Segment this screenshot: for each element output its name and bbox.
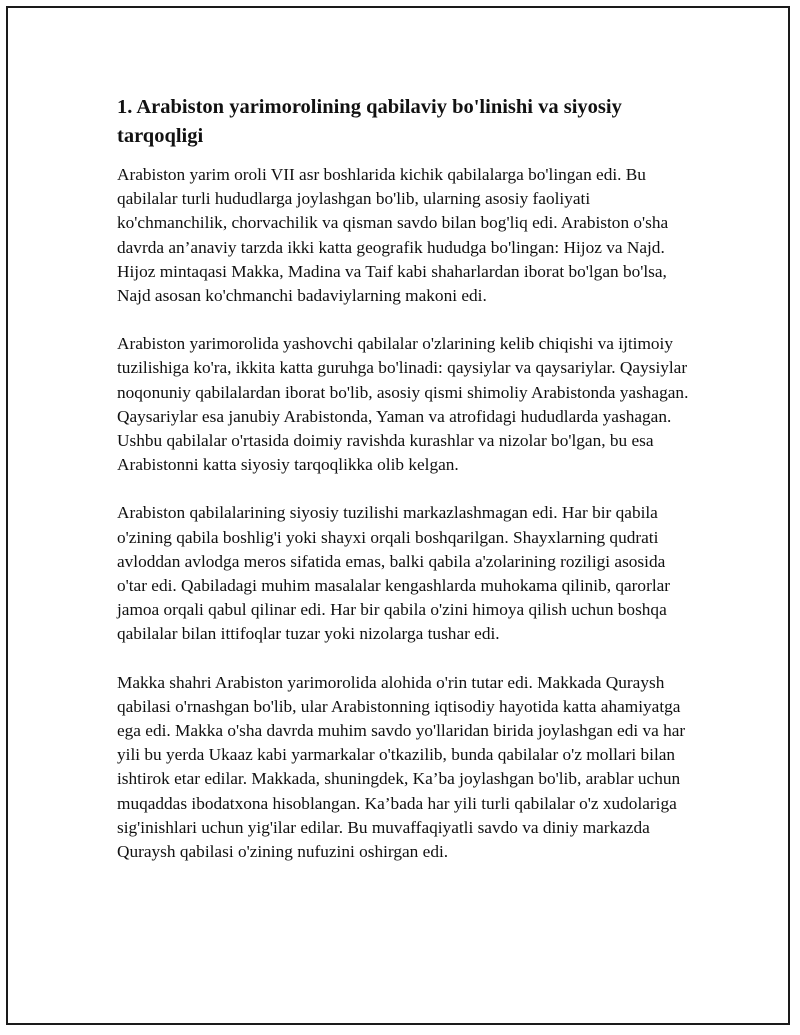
section-heading: 1. Arabiston yarimorolining qabilaviy bo'linishi va siyosiy tarqoqligi bbox=[117, 96, 622, 147]
paragraph-2: Arabiston yarimorolida yashovchi qabilalar o'zlarining kelib chiqishi va ijtimoiy tuzilishiga ko'ra, ikkita katta guruhga bo'linadi: qaysiylar va qaysariylar. Qaysiylar noqonuniy qabilalardan iborat bo'lib, asosiy qismi shimoliy Arabistonda yashagan. Qaysariylar esa janubiy Arabistonda, Yaman va atrofidagi hududlarda yashagan. Ushbu qabilalar o'rtasida doimiy ravishda kurashlar va nizolar bo'lgan, bu esa Arabistonni katta siyosiy tarqoqlikka olib kelgan. bbox=[117, 334, 689, 475]
paragraph-1: Arabiston yarim oroli VII asr boshlarida kichik qabilalarga bo'lingan edi. Bu qabilalar turli hududlarga joylashgan bo'lib, ularning asosiy faoliyati ko'chmanchilik, chorvachilik va qisman savdo bilan bog'liq edi. Arabiston o'sha davrda an’anaviy tarzda ikki katta geografik hududga bo'lingan: Hijoz va Najd. Hijoz mintaqasi Makka, Madina va Taif kabi shaharlardan iborat bo'lgan bo'lsa, Najd asosan ko'chmanchi badaviylarning makoni edi. bbox=[117, 165, 669, 306]
document-body bbox=[117, 93, 691, 888]
paragraph-3: Arabiston qabilalarining siyosiy tuzilishi markazlashmagan edi. Har bir qabila o'zining qabila boshlig'i yoki shayxi orqali boshqarilgan. Shayxlarning qudrati avloddan avlodga meros sifatida emas, balki qabila a'zolarining roziligi asosida o'tar edi. Qabiladagi muhim masalalar kengashlarda muhokama qilinib, qarorlar jamoa orqali qabul qilinar edi. Har bir qabila o'zini himoya qilish uchun boshqa qabilalar bilan ittifoqlar tuzar yoki nizolarga tushar edi. bbox=[117, 503, 671, 644]
paragraph-4: Makka shahri Arabiston yarimorolida alohida o'rin tutar edi. Makkada Quraysh qabilasi o'rnashgan bo'lib, ular Arabistonning iqtisodiy hayotida katta ahamiyatga ega edi. Makka o'sha davrda muhim savdo yo'llaridan birida joylashgan edi va har yili bu yerda Ukaaz kabi yarmarkalar o'tkazilib, bunda qabilalar o'z mollari bilan ishtirok etar edilar. Makkada, shuningdek, Ka’ba joylashgan bo'lib, arablar uchun muqaddas ibodatxona hisoblangan. Ka’bada har yili turli qabilalar o'z xudolariga sig'inishlari uchun yig'ilar edilar. Bu muvaffaqiyatli savdo va diniy markazda Quraysh qabilasi o'zining nufuzini oshirgan edi. bbox=[117, 672, 686, 862]
